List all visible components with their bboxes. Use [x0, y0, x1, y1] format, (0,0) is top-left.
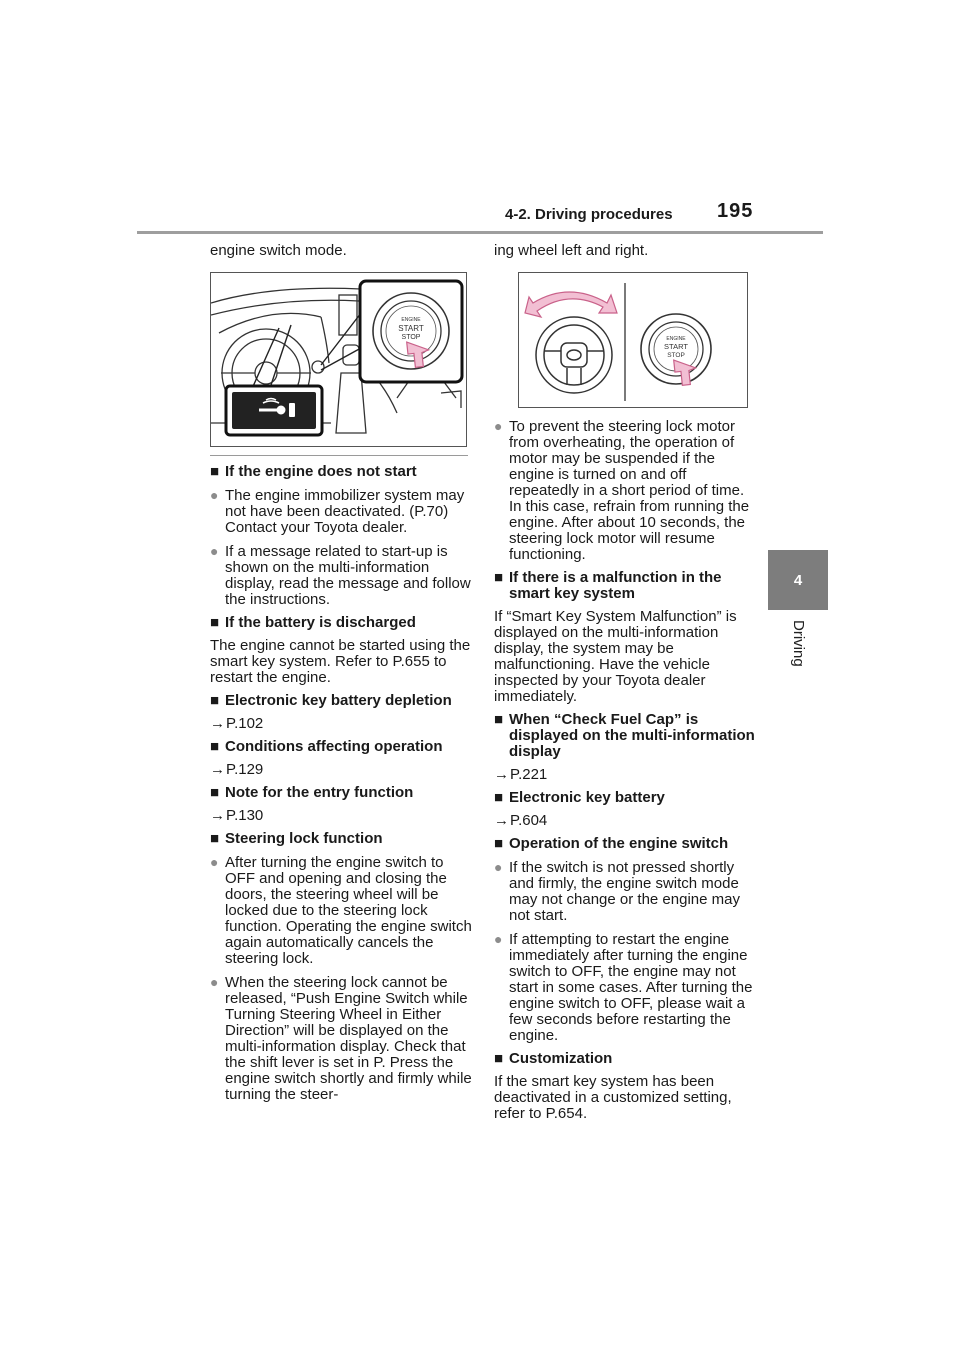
heading-battery-discharged: ■ If the battery is discharged	[210, 615, 472, 631]
bullet-steering-lock-b: ● When the steering lock cannot be released, “Push Engine Switch while Turning Steering Wheel in Either Direction” will be displayed on the multi-information display. Check that the shift lever is set in P. Press the engine switch shortly and firmly while turning the steer-	[210, 974, 472, 1103]
header-rule	[137, 231, 823, 234]
column-left	[210, 243, 472, 1103]
dashboard-illustration	[210, 272, 467, 447]
ref-p102[interactable]: → P.102	[210, 716, 472, 732]
chapter-label: Driving	[790, 620, 807, 667]
start-button-text-stop-2: STOP	[667, 352, 685, 359]
bullet-switch-restart: ● If attempting to restart the engine immediately after turning the engine switch to OFF, the engine may not start in some cases. After turning the engine switch to OFF, please wait a few seconds before restarting the engine.	[494, 931, 756, 1044]
continued-text: ing wheel left and right.	[494, 242, 649, 259]
intro-text: engine switch mode.	[210, 242, 347, 259]
heading-electronic-key-battery: ■ Electronic key battery	[494, 790, 756, 806]
bullet-immobilizer: ● The engine immobilizer system may not have been deactivated. (P.70) Contact your Toyota dealer.	[210, 487, 472, 536]
text-battery-discharged: The engine cannot be started using the smart key system. Refer to P.655 to restart the engine.	[210, 637, 471, 686]
heading-steering-lock: ■ Steering lock function	[210, 831, 472, 847]
start-button-text-engine-2: ENGINE	[666, 336, 686, 342]
heading-engine-not-start: ■ If the engine does not start	[210, 464, 472, 480]
start-button-text-stop: STOP	[401, 334, 421, 341]
chapter-number: 4	[793, 571, 803, 589]
heading-customization: ■ Customization	[494, 1051, 756, 1067]
section-title: 4-2. Driving procedures	[505, 206, 673, 223]
bullet-switch-press: ● If the switch is not pressed shortly and firmly, the engine switch mode may not change or the engine may not start.	[494, 859, 756, 924]
ref-p221[interactable]: → P.221	[494, 767, 756, 783]
steering-illustration	[518, 272, 748, 408]
chapter-tab[interactable]	[768, 550, 828, 610]
ref-p129[interactable]: → P.129	[210, 762, 472, 778]
text-customization: If the smart key system has been deactivated in a customized setting, refer to P.654.	[494, 1073, 732, 1122]
text-smart-key-malfunction: If “Smart Key System Malfunction” is displayed on the multi-information display, the system may be malfunctioning. Have the vehicle inspected by your Toyota dealer immediately.	[494, 608, 737, 705]
bullet-steering-lock-a: ● After turning the engine switch to OFF and opening and closing the doors, the steering wheel will be locked due to the steering lock function. Operating the engine switch again automatically cancels the steering lock.	[210, 854, 472, 967]
heading-check-fuel-cap: ■ When “Check Fuel Cap” is displayed on the multi-information display	[494, 712, 756, 760]
start-button-text-start: START	[398, 324, 424, 333]
start-button-text-start-2: START	[664, 342, 688, 351]
heading-conditions: ■ Conditions affecting operation	[210, 739, 472, 755]
bullet-steering-motor: ● To prevent the steering lock motor from overheating, the operation of motor may be suspended if the engine is turned on and off repeatedly in a short period of time. In this case, refrain from running the engine. After about 10 seconds, the steering lock motor will resume functioning.	[494, 418, 756, 563]
heading-entry-function: ■ Note for the entry function	[210, 785, 472, 801]
bullet-message: ● If a message related to start-up is shown on the multi-information display, read the message and follow the instructions.	[210, 543, 472, 608]
rotate-arrow-icon	[525, 292, 617, 317]
column-right	[494, 243, 756, 1122]
heading-engine-switch-operation: ■ Operation of the engine switch	[494, 836, 756, 852]
ref-p604[interactable]: → P.604	[494, 813, 756, 829]
page-number: 195	[717, 200, 754, 222]
ref-p130[interactable]: → P.130	[210, 808, 472, 824]
heading-key-battery-depletion: ■ Electronic key battery depletion	[210, 693, 472, 709]
start-button-text-engine: ENGINE	[401, 317, 421, 323]
section-divider	[210, 455, 468, 456]
heading-smart-key-malfunction: ■ If there is a malfunction in the smart key system	[494, 570, 756, 602]
